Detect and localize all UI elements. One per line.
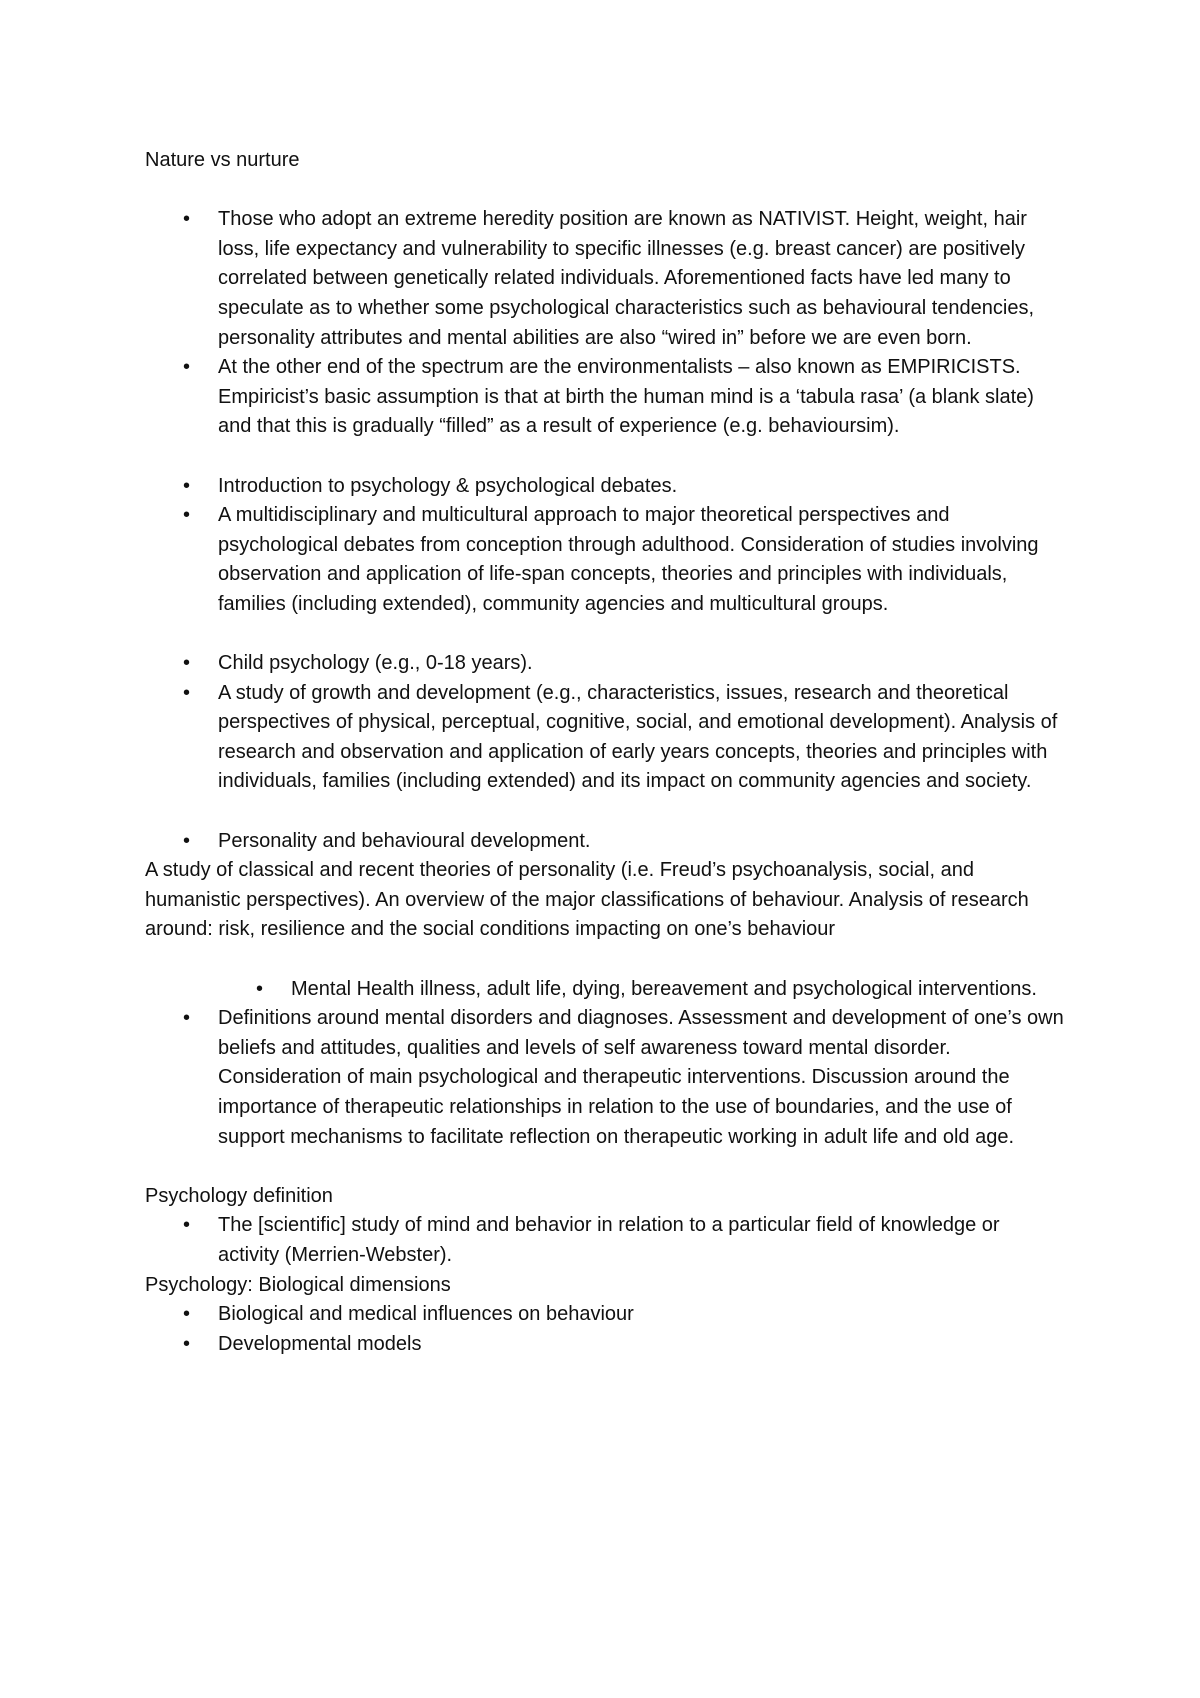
- mental-health-list: [145, 975, 1065, 1153]
- list-item-mental-health: • Mental Health illness, adult life, dying, bereavement and psychological interventions.: [145, 975, 1065, 1005]
- biological-list: [145, 1300, 1065, 1359]
- list-item-growth-development: • A study of growth and development (e.g., characteristics, issues, research and theoretical perspectives of physical, perceptual, cognitive, social, and emotional development). Analysis of research and observation and application of early years concepts, theories and principles with individuals, families (including extended) and its impact on community agencies and society.: [145, 679, 1065, 797]
- list-item-nativist: • Those who adopt an extreme heredity position are known as NATIVIST. Height, weight, hair loss, life expectancy and vulnerability to specific illnesses (e.g. breast cancer) are positively correlated between genetically related individuals. Aforementioned facts have led many to speculate as to whether some psychological characteristics such as behavioural tendencies, personality attributes and mental abilities are also “wired in” before we are even born.: [145, 205, 1065, 353]
- definition-list: [145, 1211, 1065, 1270]
- intro-list: [145, 472, 1065, 620]
- list-item-definition: • The [scientific] study of mind and behavior in relation to a particular field of knowledge or activity (Merrien-Webster).: [145, 1211, 1065, 1270]
- personality-paragraph: A study of classical and recent theories of personality (i.e. Freud’s psychoanalysis, social, and humanistic perspectives). An overview of the major classifications of behaviour. Analysis of research around: risk, resilience and the social conditions impacting on one’s behaviour: [145, 859, 1029, 941]
- child-psychology-list: [145, 649, 1065, 797]
- list-item-developmental-models: • Developmental models: [145, 1330, 1065, 1360]
- list-item-intro: • Introduction to psychology & psychological debates.: [145, 472, 1065, 502]
- heading-nature-vs-nurture: Nature vs nurture: [145, 149, 300, 171]
- spacer: [145, 442, 1065, 472]
- spacer: [145, 176, 1065, 206]
- spacer: [145, 945, 1065, 975]
- spacer: [145, 1152, 1065, 1182]
- list-item-multidisciplinary: • A multidisciplinary and multicultural approach to major theoretical perspectives and psychological debates from conception through adulthood. Consideration of studies involving observation and application of life-span concepts, theories and principles with individuals, families (including extended), community agencies and multicultural groups.: [145, 501, 1065, 619]
- heading-psychology-definition: Psychology definition: [145, 1184, 333, 1207]
- list-item-personality: • Personality and behavioural development.: [145, 827, 1065, 857]
- nature-nurture-list: [145, 205, 1065, 442]
- list-item-definitions: • Definitions around mental disorders and diagnoses. Assessment and development of one’s own beliefs and attitudes, qualities and levels of self awareness toward mental disorder. Consideration of main psychological and therapeutic interventions. Discussion around the importance of therapeutic relationships in relation to the use of boundaries, and the use of support mechanisms to facilitate reflection on therapeutic working in adult life and old age.: [145, 1004, 1065, 1152]
- list-item-empiricist: • At the other end of the spectrum are the environmentalists – also known as EMPIRICISTS. Empiricist’s basic assumption is that at birth the human mind is a ‘tabula rasa’ (a blank slate) and that this is gradually “filled” as a result of experience (e.g. behavioursim).: [145, 353, 1065, 442]
- list-item-child-psychology: • Child psychology (e.g., 0-18 years).: [145, 649, 1065, 679]
- spacer: [145, 797, 1065, 827]
- heading-biological-dimensions: Psychology: Biological dimensions: [145, 1273, 451, 1296]
- document-body: [145, 146, 1065, 1359]
- personality-list: [145, 827, 1065, 857]
- list-item-biological-influences: • Biological and medical influences on behaviour: [145, 1300, 1065, 1330]
- spacer: [145, 620, 1065, 650]
